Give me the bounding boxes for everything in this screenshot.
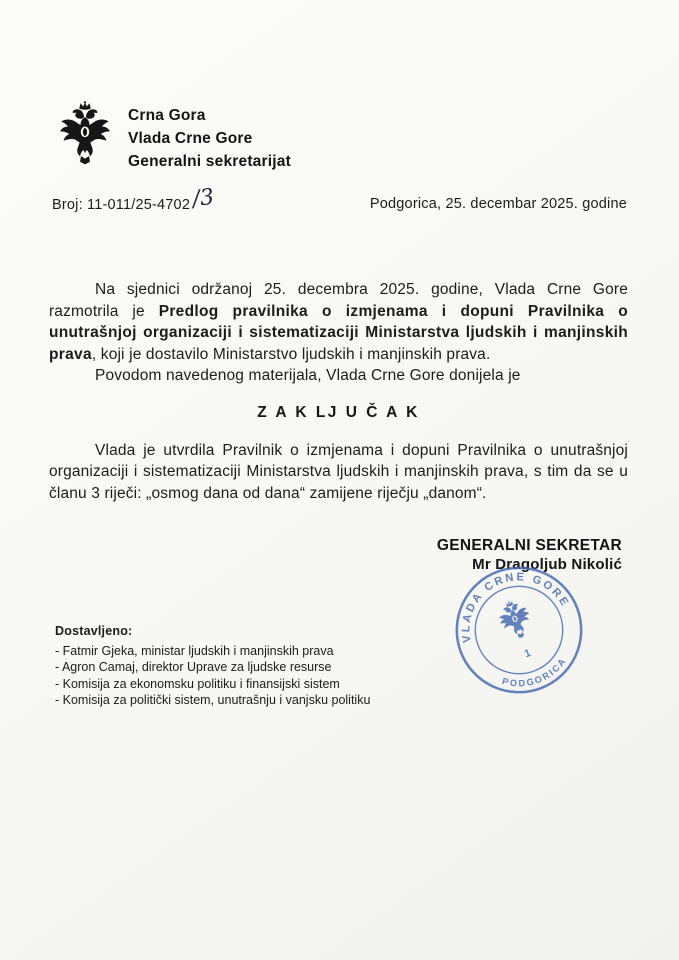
place-date: Podgorica, 25. decembar 2025. godine [369, 196, 627, 212]
conclusion-heading: Z A K LJ U Č A K [257, 403, 420, 421]
distribution-label: Dostavljeno: [55, 624, 133, 638]
stamp-text-top: VLADA CRNE GORE [460, 571, 572, 644]
body-paragraph-2: Povodom navedenog materijala, Vlada Crne Gore donijela je [95, 367, 521, 385]
body-paragraph-3: Vlada je utvrdila Pravilnik o izmjenama i dopuni Pravilnika o unutrašnjoj organizaciji i sistematizaciji Ministarstva ljudskih i manjinskih prava, s tim da se u članu 3 riječi: „osmog dana od dana“ zamijene riječju „danom“. [49, 441, 628, 502]
org-country: Crna Gora [128, 107, 206, 124]
handwritten-copy-mark: /3 [191, 184, 216, 213]
stamp-eagle-icon [494, 596, 536, 643]
document-body [49, 279, 628, 504]
distribution-item: - Agron Camaj, direktor Uprave za ljudske resurse [55, 660, 332, 674]
paragraph-1-end: , koji je dostavilo Ministarstvo ljudskih i manjinskih prava. [91, 345, 491, 363]
distribution-block [55, 623, 419, 709]
stamp-number: 1 [522, 646, 533, 661]
distribution-item: - Fatmir Gjeka, ministar ljudskih i manjinskih prava [55, 643, 334, 658]
org-name-block [128, 101, 291, 173]
stamp-text-bottom: PODGORICA [501, 655, 569, 689]
document-number [52, 184, 216, 213]
paragraph-1-start: Na sjednici održanoj 25. decembra 2025. godine, Vlada Crne Gore razmotrila je [49, 281, 628, 320]
meta-row [52, 184, 627, 213]
paragraph-1-bold: Predlog pravilnika o izmjenama i dopuni Pravilnika o unutrašnjoj organizaciji i sistematizaciji Ministarstva ljudskih i manjinskih prava [49, 302, 628, 363]
org-department: Generalni sekretarijat [128, 153, 291, 170]
body-paragraph-1 [49, 279, 628, 365]
document-number-text: Broj: 11-011/25-4702 [52, 197, 191, 213]
official-stamp [451, 562, 587, 698]
signature-name: Mr Dragoljub Nikolić [472, 556, 622, 573]
org-government: Vlada Crne Gore [128, 130, 253, 147]
coat-of-arms-icon [58, 101, 112, 168]
distribution-item: - Komisija za ekonomsku politiku i finansijski sistem [55, 676, 340, 691]
distribution-item: - Komisija za politički sistem, unutrašnju i vanjsku politiku [55, 693, 371, 707]
signature-title: GENERALNI SEKRETAR [436, 537, 622, 554]
letterhead [58, 101, 291, 173]
